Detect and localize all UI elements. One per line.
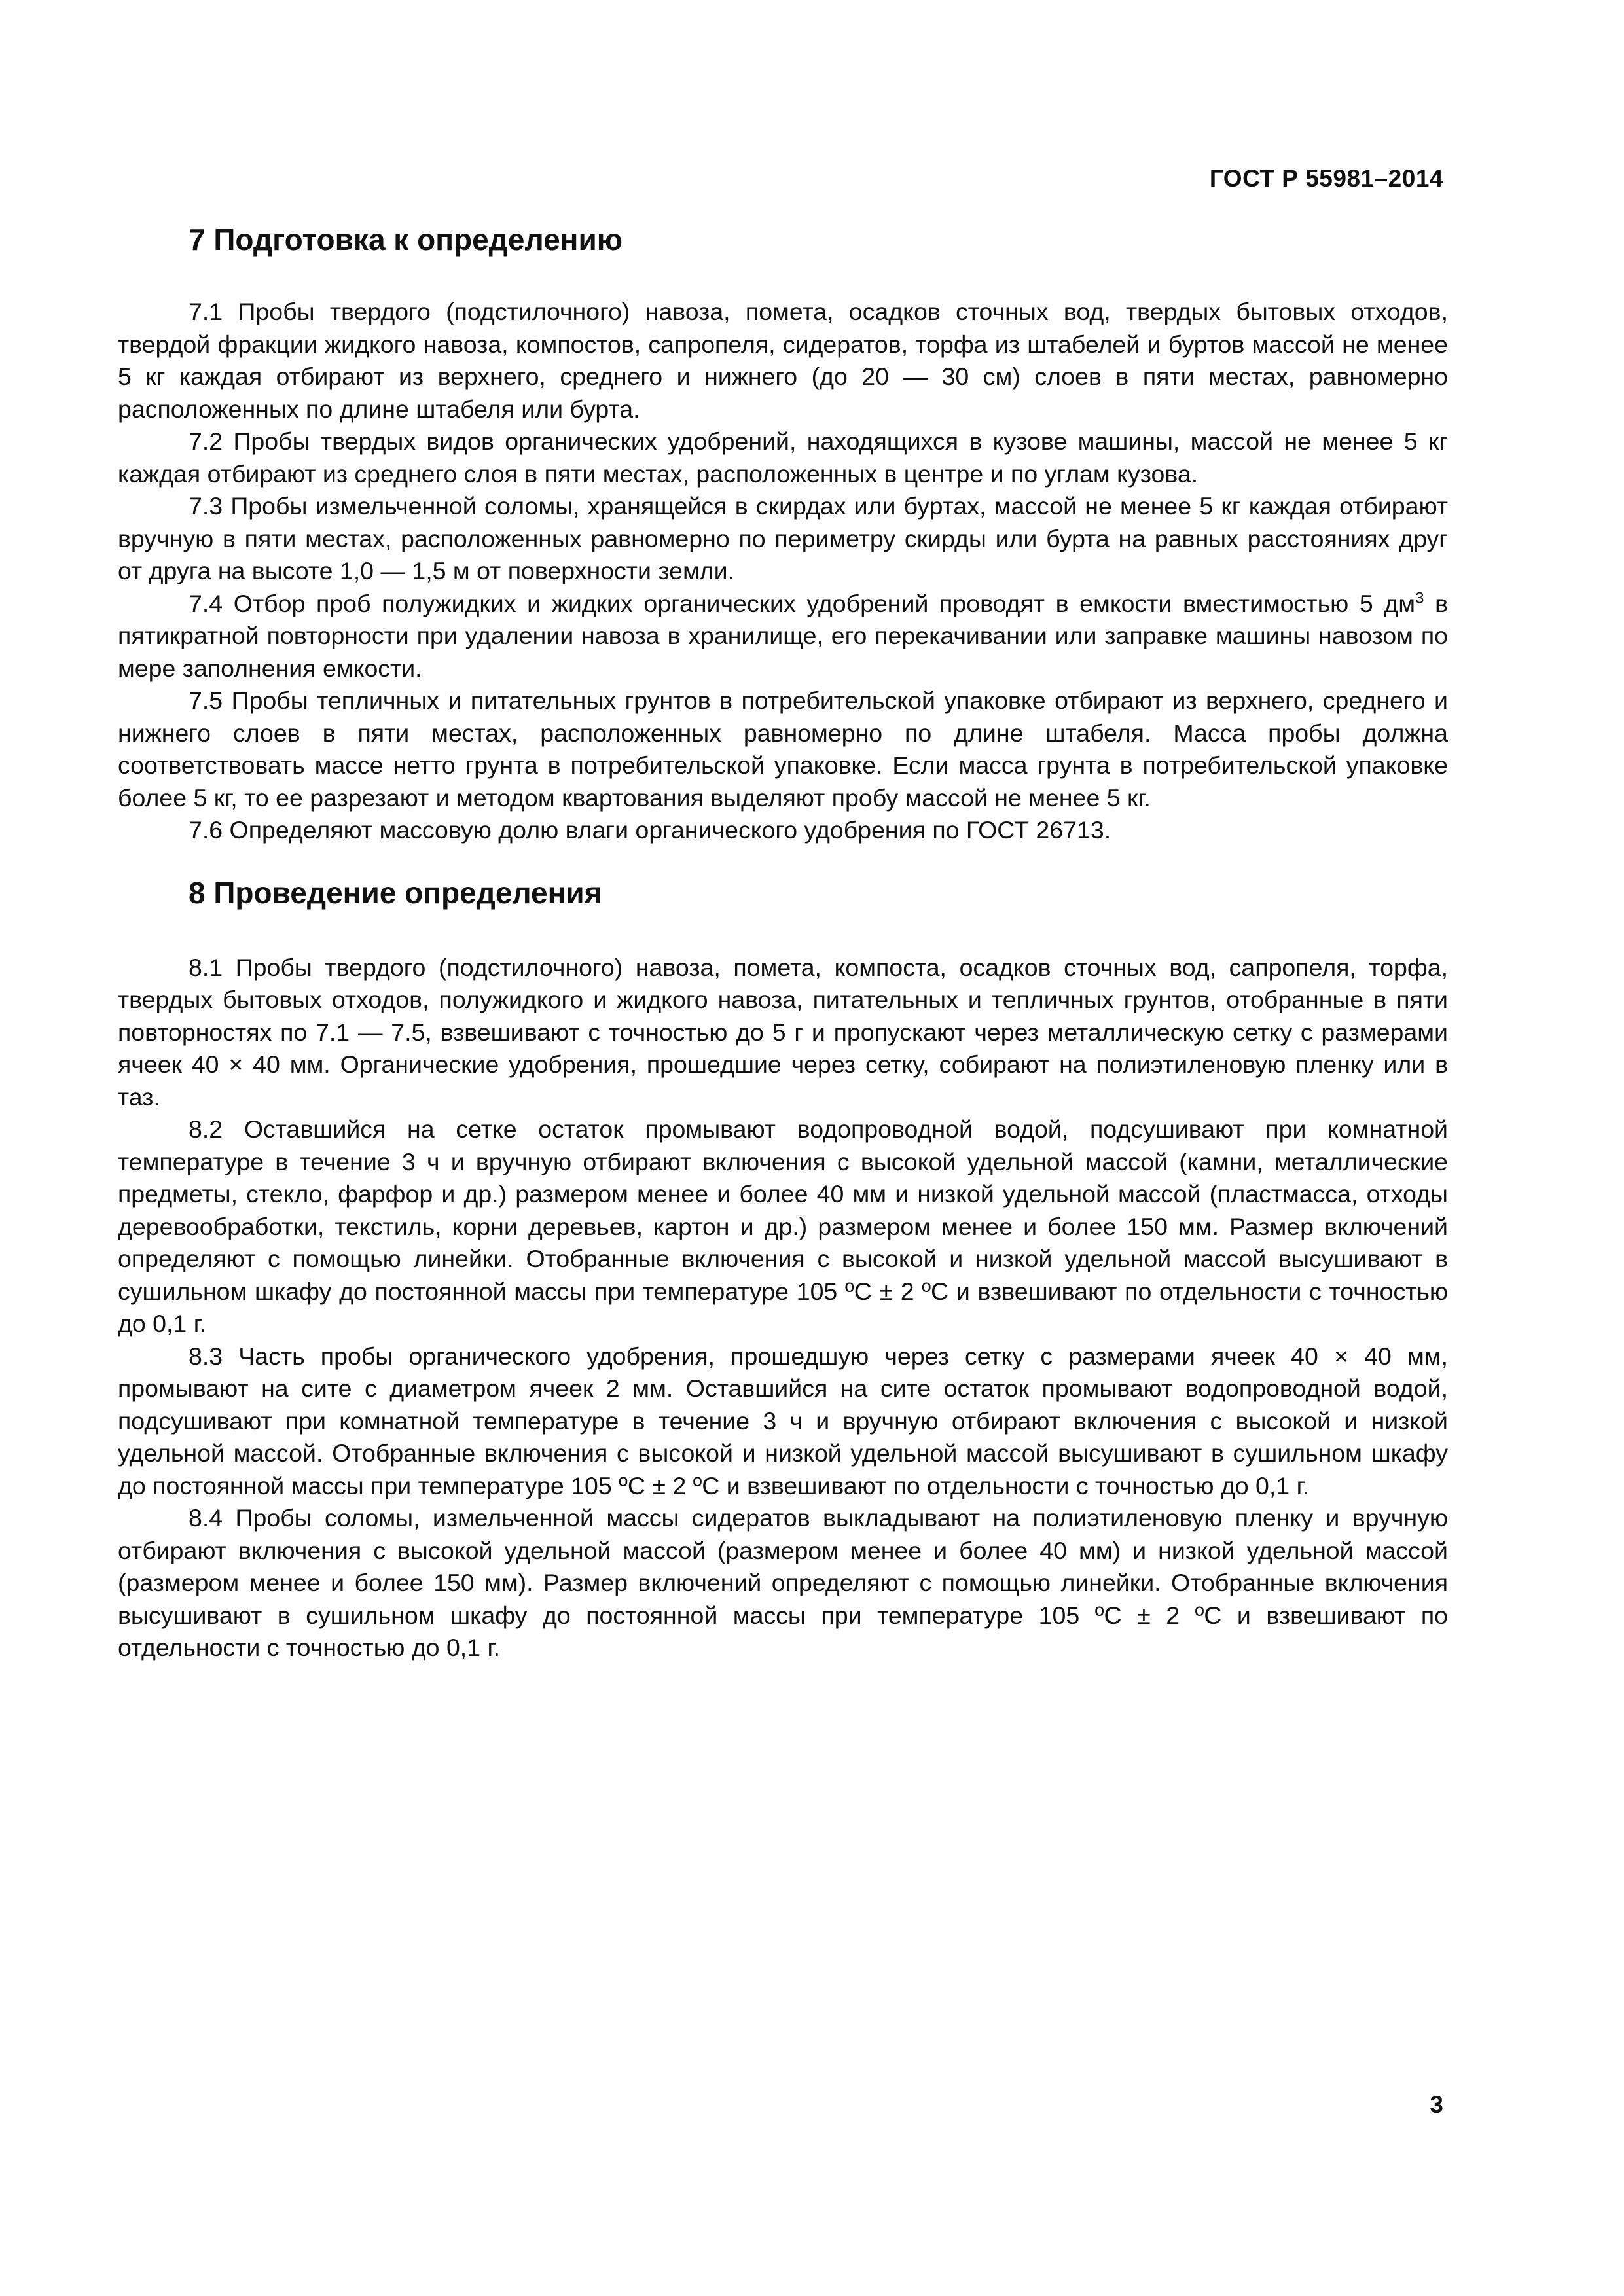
paragraph-8-3: 8.3 Часть пробы органического удобрения, прошедшую через сетку с размерами ячеек 40 × 40 мм, промывают на сите с диаметром ячеек 2 мм. Оставшийся на сите остаток промывают водопроводной водой, подсушивают при комнатной температуре в течение 3 ч и вручную отбирают включения с высокой и низкой удельной массой. Отобранные включения с высокой и низкой удельной массой высушивают в сушильном шкафу до постоянной массы при температуре 105 ºС ± 2 ºС и взвешивают по отдельности с точностью до 0,1 г. bbox=[118, 1342, 1448, 1499]
paragraph-7-3: 7.3 Пробы измельченной соломы, хранящейся в скирдах или буртах, массой не менее 5 кг каждая отбирают вручную в пяти местах, расположенных равномерно по периметру скирды или бурта на равных расстояниях друг от друга на высоте 1,0 — 1,5 м от поверхности земли. bbox=[118, 492, 1448, 584]
paragraph-7-5: 7.5 Пробы тепличных и питательных грунтов в потребительской упаковке отбирают из верхнего, среднего и нижнего слоев в пяти местах, расположенных равномерно по длине штабеля. Масса пробы должна соответствовать массе нетто грунта в потребительской упаковке. Если масса грунта в потребительской упаковке более 5 кг, то ее разрезают и методом квартования выделяют пробу массой не менее 5 кг. bbox=[118, 687, 1448, 812]
page-content bbox=[118, 220, 1448, 1664]
paragraph-7-4 bbox=[118, 588, 1448, 685]
paragraph-7-6: 7.6 Определяют массовую долю влаги органического удобрения по ГОСТ 26713. bbox=[189, 816, 1111, 844]
document-code: ГОСТ Р 55981–2014 bbox=[1209, 165, 1443, 192]
paragraph-7-1: 7.1 Пробы твердого (подстилочного) навоза, помета, осадков сточных вод, твердых бытовых отходов, твердой фракции жидкого навоза, компостов, сапропеля, сидератов, торфа из штабелей и буртов массой не менее 5 кг каждая отбирают из верхнего, среднего и нижнего (до 20 — 30 см) слоев в пяти местах, равномерно расположенных по длине штабеля или бурта. bbox=[118, 298, 1448, 423]
page-number: 3 bbox=[1430, 2091, 1443, 2118]
section-7-heading: 7 Подготовка к определению bbox=[189, 223, 623, 257]
superscript-cube: 3 bbox=[1415, 589, 1424, 607]
paragraph-8-2: 8.2 Оставшийся на сетке остаток промывают водопроводной водой, подсушивают при комнатной температуре в течение 3 ч и вручную отбирают включения с высокой удельной массой (камни, металлические предметы, стекло, фарфор и др.) размером менее и более 40 мм и низкой удельной массой (пластмасса, отходы деревообработки, текстиль, корни деревьев, картон и др.) размером менее и более 150 мм. Размер включений определяют с помощью линейки. Отобранные включения с высокой и низкой удельной массой высушивают в сушильном шкафу до постоянной массы при температуре 105 ºС ± 2 ºС и взвешивают по отдельности с точностью до 0,1 г. bbox=[118, 1115, 1448, 1337]
section-8-heading: 8 Проведение определения bbox=[189, 875, 602, 910]
paragraph-7-4-part2: в пятикратной повторности при удалении навоза в хранилище, его перекачивании или заправке машины навозом по мере заполнения емкости. bbox=[118, 589, 1448, 682]
paragraph-7-4-part1: 7.4 Отбор проб полужидких и жидких органических удобрений проводят в емкости вместимостью 5 дм bbox=[189, 589, 1416, 617]
paragraph-7-2: 7.2 Пробы твердых видов органических удобрений, находящихся в кузове машины, массой не менее 5 кг каждая отбирают из среднего слоя в пяти местах, расположенных в центре и по углам кузова. bbox=[118, 427, 1448, 488]
paragraph-8-4: 8.4 Пробы соломы, измельченной массы сидератов выкладывают на полиэтиленовую пленку и вручную отбирают включения с высокой удельной массой (размером менее и более 40 мм) и низкой удельной массой (размером менее и более 150 мм). Размер включений определяют с помощью линейки. Отобранные включения высушивают в сушильном шкафу до постоянной массы при температуре 105 ºС ± 2 ºС и взвешивают по отдельности с точностью до 0,1 г. bbox=[118, 1504, 1448, 1661]
paragraph-8-1: 8.1 Пробы твердого (подстилочного) навоза, помета, компоста, осадков сточных вод, сапропеля, торфа, твердых бытовых отходов, полужидкого и жидкого навоза, питательных и тепличных грунтов, отобранные в пяти повторностях по 7.1 — 7.5, взвешивают с точностью до 5 г и пропускают через металлическую сетку с размерами ячеек 40 × 40 мм. Органические удобрения, прошедшие через сетку, собирают на полиэтиленовую пленку или в таз. bbox=[118, 953, 1448, 1111]
